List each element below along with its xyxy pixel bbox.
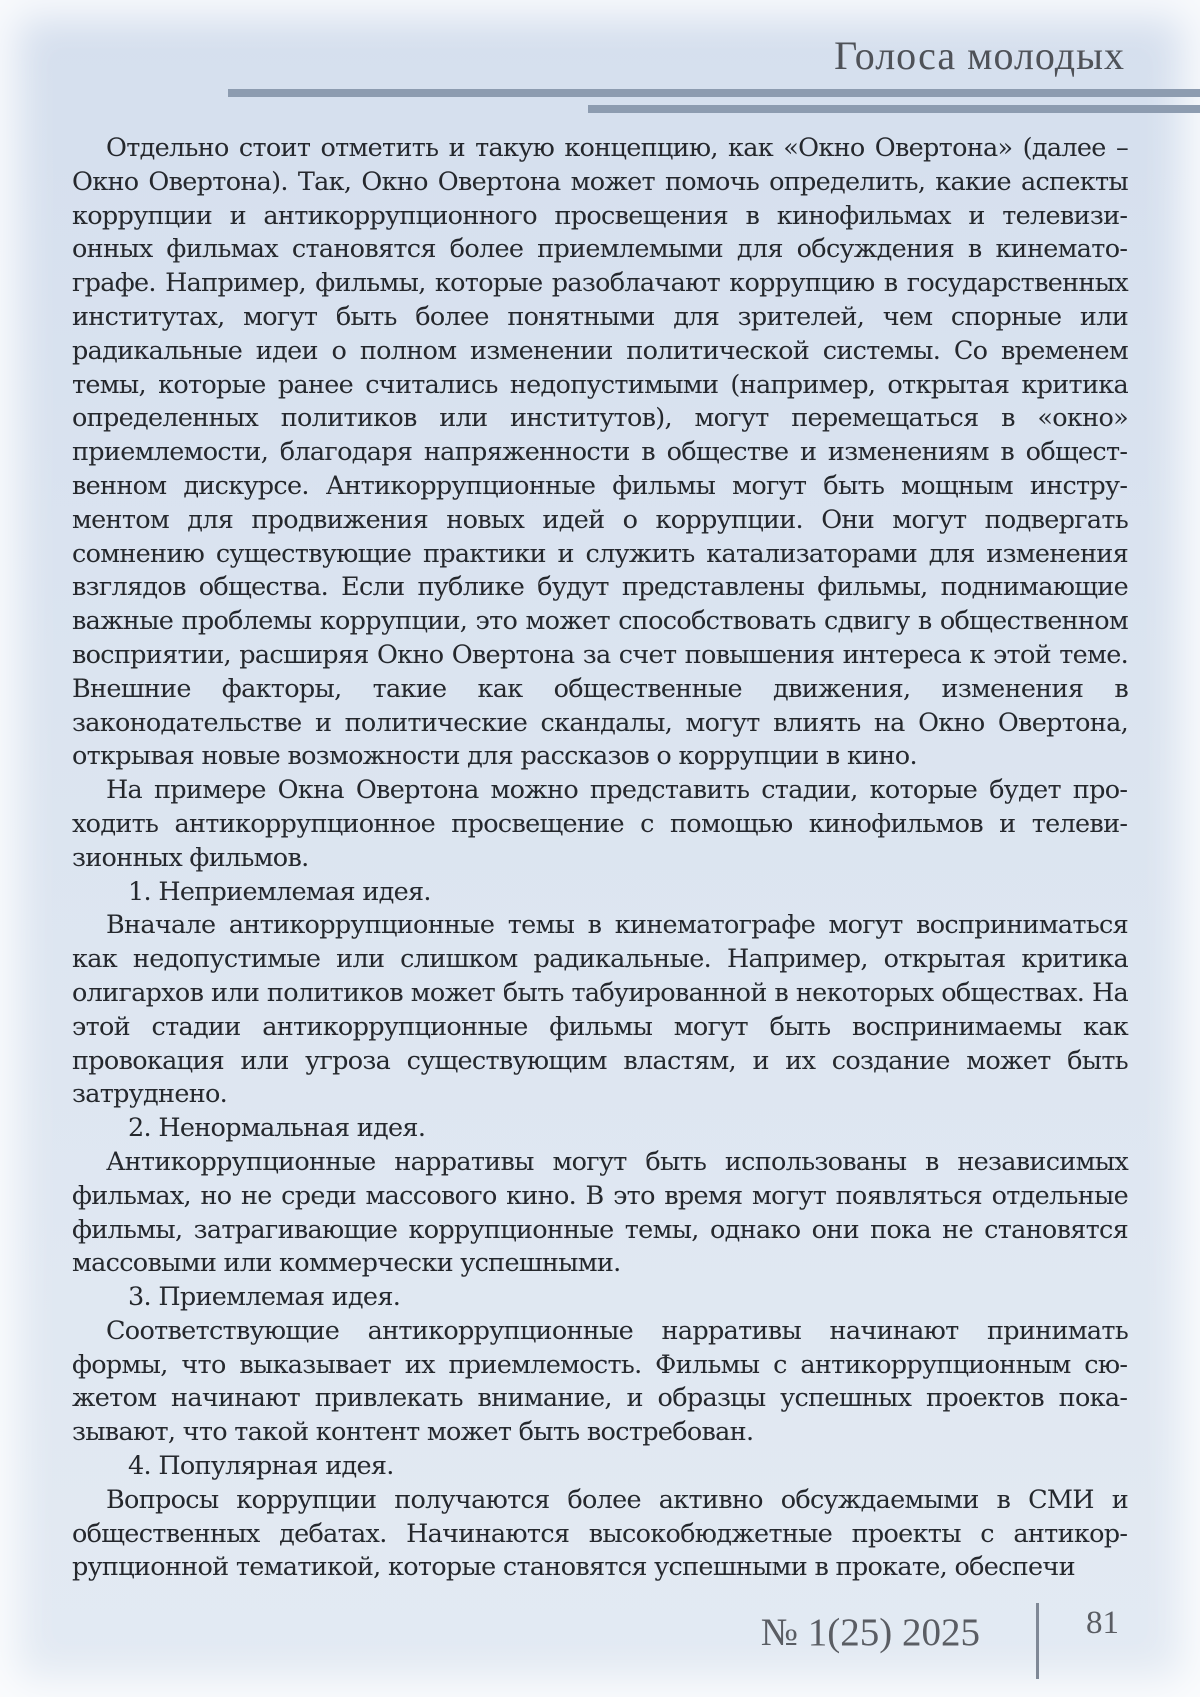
paragraph-stage-2: Антикоррупционные нарративы могут быть использованы в независимых фильмах, но не среди массового кино. В это время могут появляться отдельные фильмы, затрагивающие коррупционные темы, однако они пока не становятся массовыми или коммерчески успешными. bbox=[72, 1146, 1128, 1279]
stage-heading-2: 2. Ненормальная идея. bbox=[128, 1113, 426, 1144]
paragraph-overton-window: Отдельно стоит отметить и такую концепцию, как «Окно Овертона» (далее – Окно Овертона). Так, Окно Овертона может помочь определить, какие аспекты коррупции и антикоррупционного просвещения в кинофильмах и телевизионных фильмах становятся более приемлемыми для обсуждения в кинематографе. Например, фильмы, которые разоблачают коррупцию в государственных институтах, могут быть более понятными для зрителей, чем спорные или радикальные идеи о полном изменении политической системы. Со временем темы, которые ранее считались недопустимыми (например, открытая критика определенных политиков или институтов), могут перемещаться в «окно» приемлемости, благодаря напряженности в обществе и изменениям в общественном дискурсе. Антикоррупционные фильмы могут быть мощным инструментом для продвижения новых идей о коррупции. Они могут подвергать сомнению существующие практики и служить катализаторами для изменения взглядов общества. Если публике будут представлены фильмы, поднимающие важные проблемы коррупции, это может способствовать сдвигу в общественном восприятии, расширяя Окно Овертона за счет повышения интереса к этой теме. Внешние факторы, такие как общественные движения, изменения в законодательстве и политические скандалы, могут влиять на Окно Овертона, открывая новые возможности для рассказов о коррупции в кино. bbox=[72, 133, 1128, 772]
running-title: Голоса молодых bbox=[834, 33, 1125, 78]
stage-heading-4: 4. Популярная идея. bbox=[128, 1451, 394, 1482]
footer-divider bbox=[1036, 1603, 1039, 1679]
page-number: 81 bbox=[1086, 1605, 1119, 1641]
paragraph-stages-intro: На примере Окна Овертона можно представить стадии, которые будет проходить антикоррупционное просвещение с помощью кинофильмов и телевизионных фильмов. bbox=[72, 775, 1128, 873]
paragraph-stage-3: Соответствующие антикоррупционные нарративы начинают принимать формы, что выказывает их приемлемость. Фильмы с антикоррупционным сюжетом начинают привлекать внимание, и образцы успешных проектов показывают, что такой контент может быть востребован. bbox=[72, 1315, 1128, 1448]
stage-heading-3: 3. Приемлемая идея. bbox=[128, 1282, 401, 1313]
header-rule-upper bbox=[228, 89, 1200, 97]
paragraph-stage-4: Вопросы коррупции получаются более активно обсуждаемыми в СМИ и общественных дебатах. Начинаются высокобюджетные проекты с антикоррупционной тематикой, которые становятся успешными в прокате, обеспечи bbox=[72, 1484, 1128, 1583]
issue-number: № 1(25) 2025 bbox=[760, 1611, 980, 1654]
stage-heading-1: 1. Неприемлемая идея. bbox=[128, 876, 431, 907]
header-rule-lower bbox=[588, 105, 1200, 113]
body-text bbox=[72, 132, 1128, 1585]
paragraph-stage-1: Вначале антикоррупционные темы в кинематографе могут восприниматься как недопустимые или слишком радикальные. Например, открытая критика олигархов или политиков может быть табуированной в некоторых обществах. На этой стадии антикоррупционные фильмы могут быть воспринимаемы как провокация или угроза существующим властям, и их создание может быть затруднено. bbox=[72, 910, 1128, 1110]
